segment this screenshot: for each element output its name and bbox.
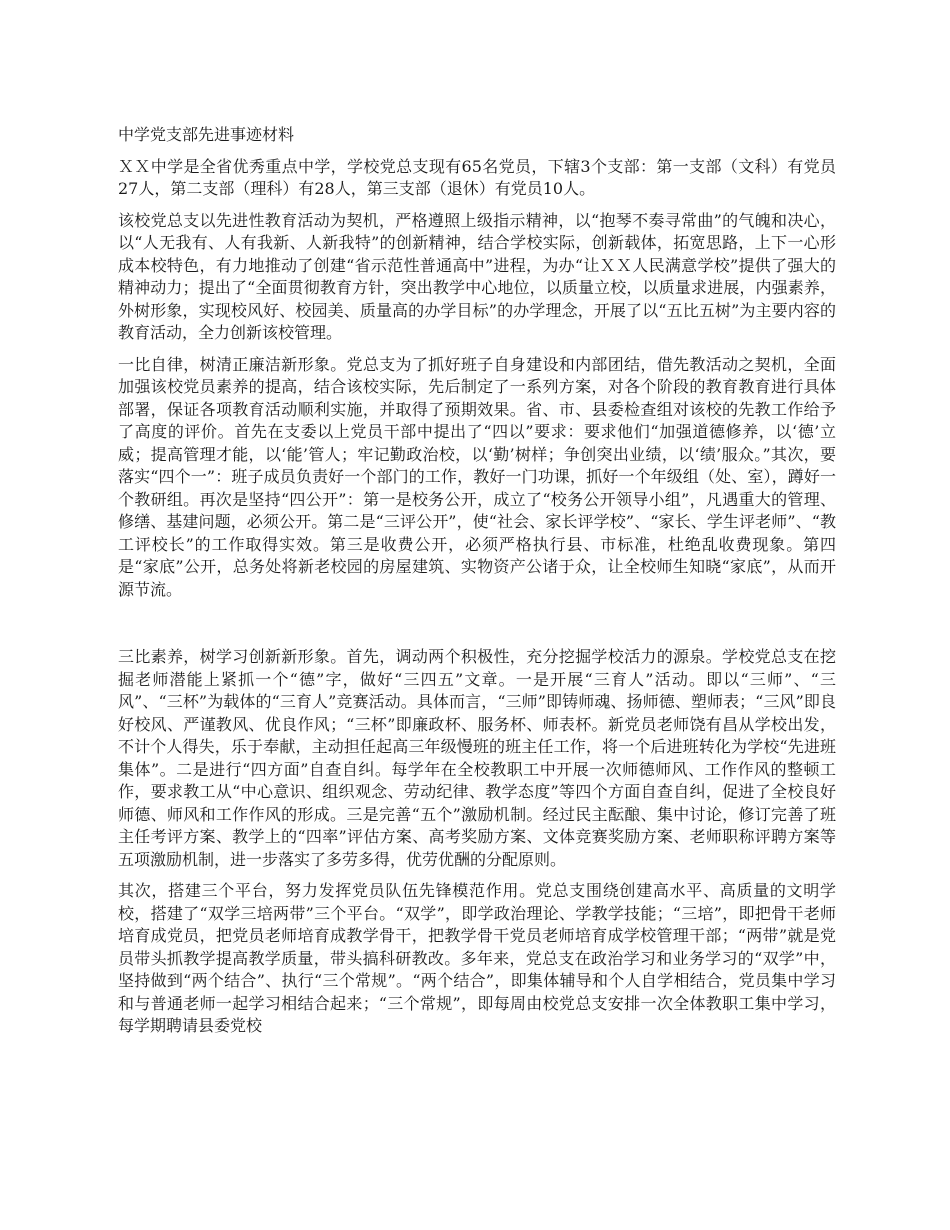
paragraph-quality-learning: 三比素养，树学习创新新形象。首先，调动两个积极性，充分挖掘学校活力的源泉。学校党总支在挖掘老师潜能上紧抓一个“德”字，做好“三四五”文章。一是开展“三育人”活动。即以“三师”、“三风”、“三杯”为载体的“三育人”竞赛活动。具体而言，“三师”即铸师魂、扬师德、塑师表；“三风”即良好校风、严谨教风、优良作风；“三杯”即廉政杯、服务杯、师表杯。新党员老师饶有昌从学校出发，不计个人得失，乐于奉献，主动担任起高三年级慢班的班主任工作，将一个后进班转化为学校“先进班集体”。二是进行“四方面”自查自纠。每学年在全校教职工中开展一次师德师风、工作作风的整顿工作，要求教工从“中心意识、组织观念、劳动纪律、教学态度”等四个方面自查自纠，促进了全校良好师德、师风和工作作风的形成。三是完善“五个”激励机制。经过民主酝酿、集中讨论，修订完善了班主任考评方案、教学上的“四率”评估方案、高考奖励方案、文体竞赛奖励方案、老师职称评聘方案等五项激励机制，进一步落实了多劳多得，优劳优酬的分配原则。 bbox=[118, 647, 836, 869]
paragraph-self-discipline: 一比自律，树清正廉洁新形象。党总支为了抓好班子自身建设和内部团结，借先教活动之契机，全面加强该校党员素养的提高，结合该校实际，先后制定了一系列方案，对各个阶段的教育教育进行具体部署，保证各项教育活动顺利实施，并取得了预期效果。省、市、县委检查组对该校的先教工作给予了高度的评价。首先在支委以上党员干部中提出了“四以”要求：要求他们“加强道德修养，以‘德’立威；提高管理才能，以‘能’管人；牢记勤政治校，以‘勤’树样；争创突出业绩，以‘绩’服众。”其次，要落实“四个一”：班子成员负责好一个部门的工作，教好一门功课，抓好一个年级组（处、室），蹲好一个教研组。再次是坚持“四公开”：第一是校务公开，成立了“校务公开领导小组”，凡遇重大的管理、修缮、基建问题，必须公开。第二是“三评公开”，使“社会、家长评学校”、“家长、学生评老师”、“教工评校长”的工作取得实效。第三是收费公开，必须严格执行县、市标准，杜绝乱收费现象。第四是“家底”公开，总务处将新老校园的房屋建筑、实物资产公诸于众，让全校师生知晓“家底”，从而开源节流。 bbox=[118, 354, 836, 599]
document-title: 中学党支部先进事迹材料 bbox=[118, 125, 295, 144]
paragraph-three-platforms: 其次，搭建三个平台，努力发挥党员队伍先锋模范作用。党总支围绕创建高水平、高质量的文明学校，搭建了“双学三培两带”三个平台。“双学”，即学政治理论、学教学技能；“三培”，即把骨干老师培育成党员，把党员老师培育成教学骨干，把教学骨干党员老师培育成学校管理干部；“两带”就是党员带头抓教学提高教学质量，带头搞科研教改。多年来，党总支在政治学习和业务学习的“双学”中，坚持做到“两个结合”、执行“三个常规”。“两个结合”，即集体辅导和个人自学相结合，党员集中学习和与普通老师一起学习相结合起来；“三个常规”，即每周由校党总支安排一次全体教职工集中学习，每学期聘请县委党校 bbox=[118, 881, 836, 1035]
paragraph-overview: 该校党总支以先进性教育活动为契机，严格遵照上级指示精神，以“抱琴不奏寻常曲”的气魄和决心，以“人无我有、人有我新、人新我特”的创新精神，结合学校实际，创新载体，拓宽思路，上下一心形成本校特色，有力地推动了创建“省示范性普通高中”进程，为办“让ＸＸ人民满意学校”提供了强大的精神动力；提出了“全面贯彻教育方针，突出教学中心地位，以质量立校，以质量求进展，内强素养，外树形象，实现校风好、校园美、质量高的办学目标”的办学理念，开展了以“五比五树”为主要内容的教育活动，全力创新该校管理。 bbox=[118, 210, 836, 342]
section-gap bbox=[118, 610, 836, 646]
paragraph-membership: ＸＸ中学是全省优秀重点中学，学校党总支现有65名党员，下辖3个支部：第一支部（文科）有党员27人，第二支部（理科）有28人，第三支部（退休）有党员10人。 bbox=[118, 156, 836, 198]
document-body bbox=[118, 124, 836, 1047]
